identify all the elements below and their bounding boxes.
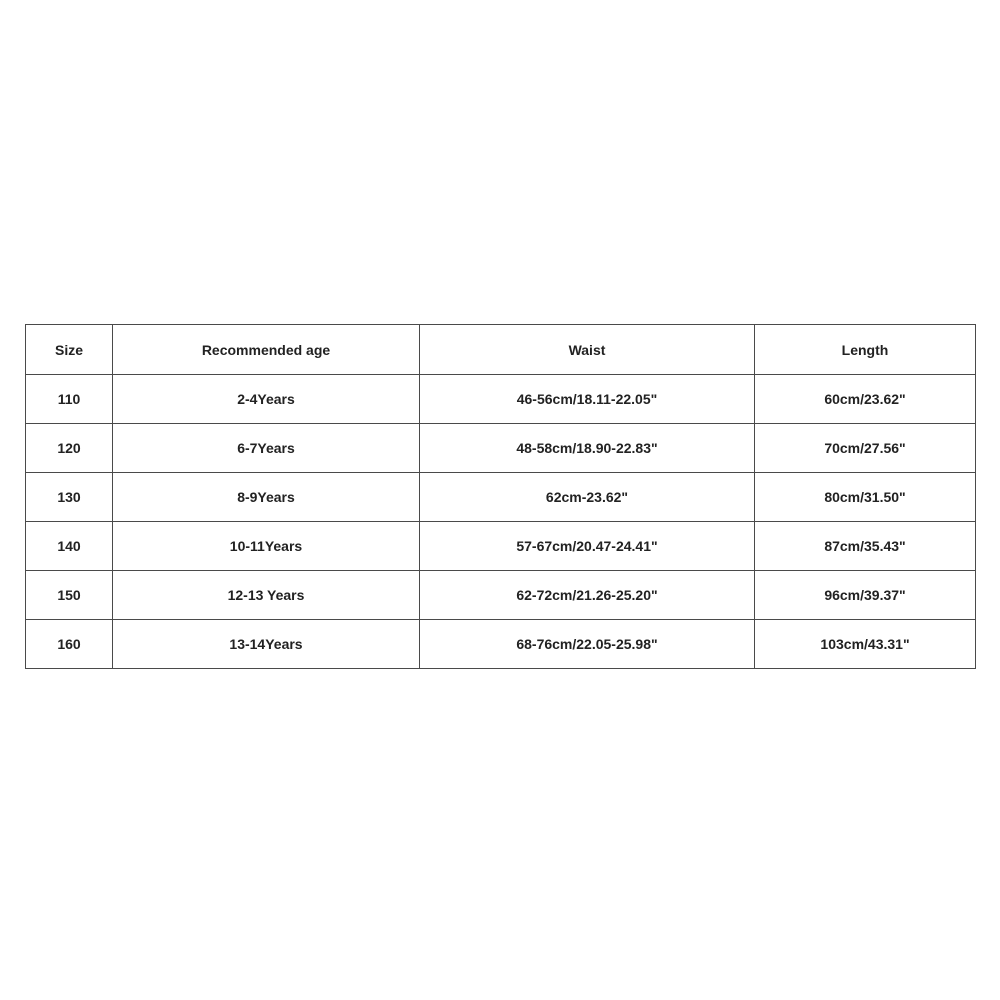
cell-recommended-age: 6-7Years [113, 424, 420, 473]
cell-length: 87cm/35.43" [755, 522, 976, 571]
cell-waist: 57-67cm/20.47-24.41" [420, 522, 755, 571]
cell-recommended-age: 2-4Years [113, 375, 420, 424]
cell-length: 60cm/23.62" [755, 375, 976, 424]
table-row [26, 424, 976, 473]
table-header [26, 325, 976, 375]
table-row [26, 571, 976, 620]
cell-waist: 46-56cm/18.11-22.05" [420, 375, 755, 424]
cell-size: 130 [26, 473, 113, 522]
cell-waist: 68-76cm/22.05-25.98" [420, 620, 755, 669]
header-recommended-age: Recommended age [113, 325, 420, 375]
cell-size: 150 [26, 571, 113, 620]
cell-waist: 62-72cm/21.26-25.20" [420, 571, 755, 620]
header-row [26, 325, 976, 375]
cell-waist: 48-58cm/18.90-22.83" [420, 424, 755, 473]
table-row [26, 375, 976, 424]
cell-size: 110 [26, 375, 113, 424]
cell-waist: 62cm-23.62" [420, 473, 755, 522]
cell-length: 96cm/39.37" [755, 571, 976, 620]
table-row [26, 473, 976, 522]
cell-length: 80cm/31.50" [755, 473, 976, 522]
header-waist: Waist [420, 325, 755, 375]
cell-size: 140 [26, 522, 113, 571]
cell-size: 160 [26, 620, 113, 669]
cell-size: 120 [26, 424, 113, 473]
table-row [26, 522, 976, 571]
cell-recommended-age: 10-11Years [113, 522, 420, 571]
cell-length: 70cm/27.56" [755, 424, 976, 473]
cell-recommended-age: 8-9Years [113, 473, 420, 522]
header-length: Length [755, 325, 976, 375]
cell-recommended-age: 12-13 Years [113, 571, 420, 620]
table-body [26, 375, 976, 669]
size-chart-table [25, 324, 976, 669]
header-size: Size [26, 325, 113, 375]
cell-length: 103cm/43.31" [755, 620, 976, 669]
table-row [26, 620, 976, 669]
cell-recommended-age: 13-14Years [113, 620, 420, 669]
